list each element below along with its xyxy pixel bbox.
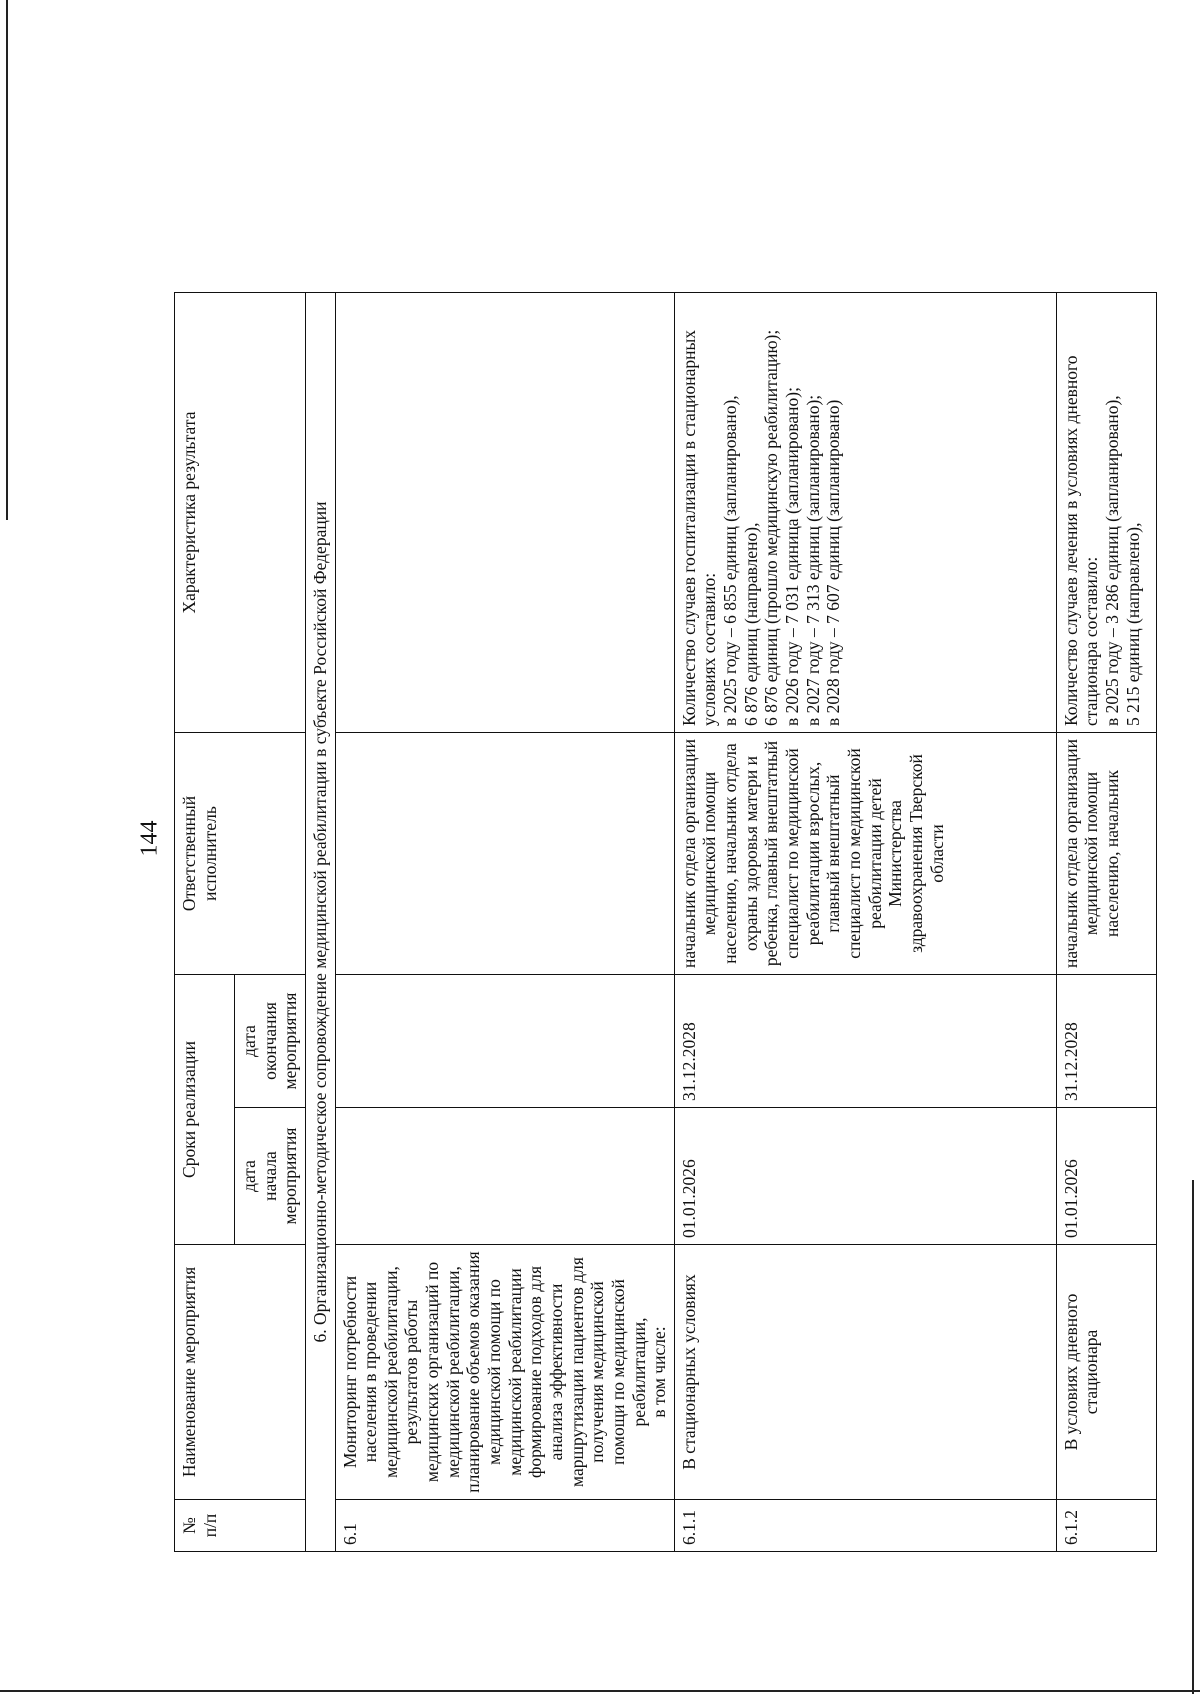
section-title: 6. Организационно-методическое сопровождение медицинской реабилитации в субъекте Российской Федерации (305, 293, 335, 1552)
header-result: Характеристика результата (175, 293, 306, 733)
rotated-page (0, 154, 1143, 1694)
row-end-date (335, 975, 674, 1108)
table-row (1056, 293, 1156, 1552)
row-start-date: 01.01.2026 (674, 1108, 1056, 1245)
header-activity-name: Наименование мероприятия (175, 1245, 306, 1500)
header-responsible: Ответственный исполнитель (175, 733, 306, 975)
header-number: № п/п (175, 1500, 306, 1552)
row-end-date: 31.12.2028 (1056, 975, 1156, 1108)
row-number: 6.1.2 (1056, 1500, 1156, 1552)
scan-edge-right (1192, 1180, 1194, 1694)
table-row (674, 293, 1056, 1552)
header-end-date: дата окончания мероприятия (235, 975, 306, 1108)
row-activity-name: Мониторинг потребности населения в проведении медицинской реабилитации, результатов работы медицинских организаций по медицинской реабилитации, планирование объемов оказания медицинской помощи по медицинской реабилитации формирование подходов для анализа эффективности маршрутизации пациентов для получения медицинской помощи по медицинской реабилитации, в том числе: (335, 1245, 674, 1500)
row-result: Количество случаев госпитализации в стационарных условиях составило: в 2025 году – 6 855 единиц (запланировано), 6 876 единиц (направлено), 6 876 единиц (прошло медицинскую реабилитацию); в 2026 году – 7 031 единица (запланировано); в 2027 году – 7 313 единиц (запланировано); в 2028 году – 7 607 единиц (запланировано) (674, 293, 1056, 733)
header-terms: Сроки реализации (175, 975, 235, 1245)
row-activity-name: В стационарных условиях (674, 1245, 1056, 1500)
page-number: 144 (136, 820, 163, 857)
header-row (175, 293, 235, 1552)
table-row (335, 293, 674, 1552)
row-result: Количество случаев лечения в условиях дневного стационара составило: в 2025 году – 3 286 единиц (запланировано), 5 215 единиц (направлено), (1056, 293, 1156, 733)
section-row (305, 293, 335, 1552)
row-responsible: начальник отдела организации медицинской помощи населению, начальник (1056, 733, 1156, 975)
row-start-date: 01.01.2026 (1056, 1108, 1156, 1245)
header-start-date: дата начала мероприятия (235, 1108, 306, 1245)
row-end-date: 31.12.2028 (674, 975, 1056, 1108)
row-start-date (335, 1108, 674, 1245)
row-number: 6.1 (335, 1500, 674, 1552)
row-responsible (335, 733, 674, 975)
row-activity-name: В условиях дневного стационара (1056, 1245, 1156, 1500)
activities-table (174, 292, 1157, 1552)
row-result (335, 293, 674, 733)
row-responsible: начальник отдела организации медицинской помощи населению, начальник отдела охраны здоровья матери и ребенка, главный внештатный специалист по медицинской реабилитации взрослых, главный внештатный специалист по медицинской реабилитации детей Министерства здравоохранения Тверской области (674, 733, 1056, 975)
row-number: 6.1.1 (674, 1500, 1056, 1552)
